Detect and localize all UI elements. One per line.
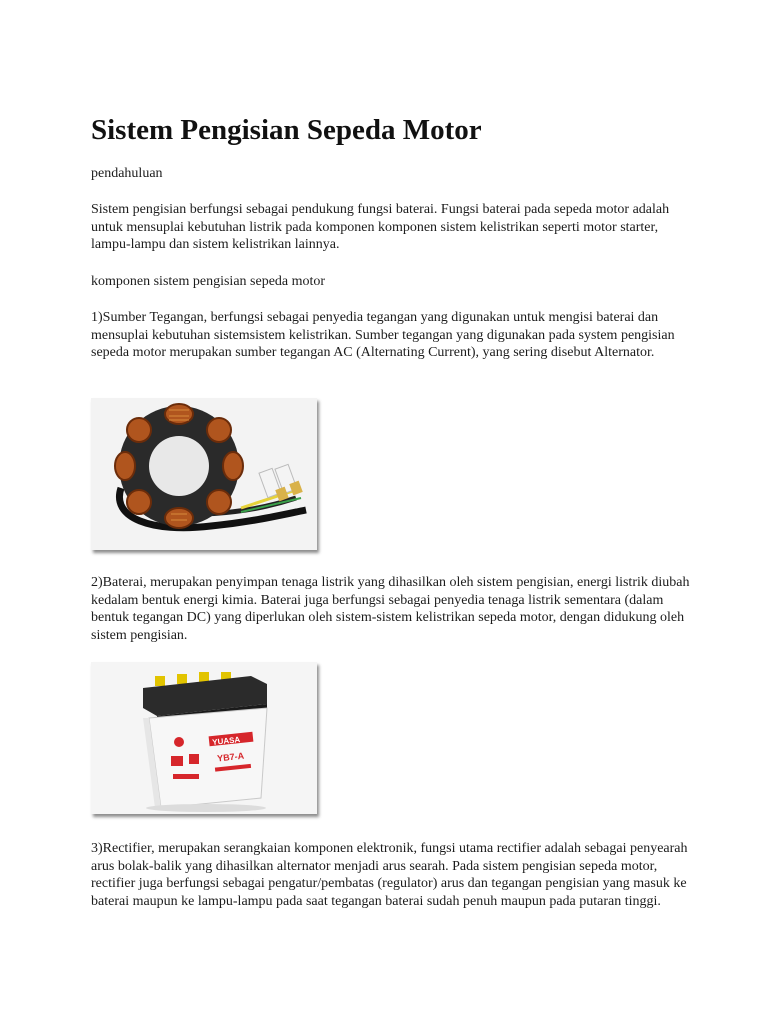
battery-image xyxy=(91,662,317,814)
battery-brand-text: YUASA xyxy=(211,735,241,747)
item-rectifier: 3)Rectifier, merupakan serangkaian komponen elektronik, fungsi utama rectifier adalah sebagai penyearah arus bolak-balik yang dihasilkan alternator menjadi arus searah. Pada sistem pengisian sepeda motor, rectifier juga berfungsi sebagai pengatur/pembatas (regulator) arus dan tegangan pengisian yang masuk ke baterai maupun ke lampu-lampu pada saat tegangan baterai sudah penuh maupun pada putaran tinggi. xyxy=(91,841,688,909)
item-voltage-source: 1)Sumber Tegangan, berfungsi sebagai penyedia tegangan yang digunakan untuk mengisi baterai dan mensuplai kebutuhan sistemsistem kelistrikan. Sumber tegangan yang digunakan pada system pengisian sepeda motor merupakan sumber tegangan AC (Alternating Current), yang sering disebut Alternator. xyxy=(91,310,675,361)
components-heading: komponen sistem pengisian sepeda motor xyxy=(91,274,326,289)
item-battery: 2)Baterai, merupakan penyimpan tenaga listrik yang dihasilkan oleh sistem pengisian, energi listrik diubah kedalam bentuk energi kimia. Baterai juga berfungsi sebagai penyedia tenaga listrik sementara (dalam bentuk tegangan DC) yang diperlukan oleh sistem-sistem kelistrikan sepeda motor, dengan didukung oleh sistem pengisian. xyxy=(91,575,690,643)
page-title: Sistem Pengisian Sepeda Motor xyxy=(91,114,482,146)
intro-paragraph: Sistem pengisian berfungsi sebagai pendukung fungsi baterai. Fungsi baterai pada sepeda motor adalah untuk mensuplai kebutuhan listrik pada komponen komponen sistem kelistrikan seperti motor starter, lampu-lampu dan sistem kelistrikan lainnya. xyxy=(91,202,670,253)
intro-heading: pendahuluan xyxy=(91,166,163,181)
alternator-stator-image xyxy=(91,398,317,550)
battery-model-text: YB7-A xyxy=(216,750,245,764)
